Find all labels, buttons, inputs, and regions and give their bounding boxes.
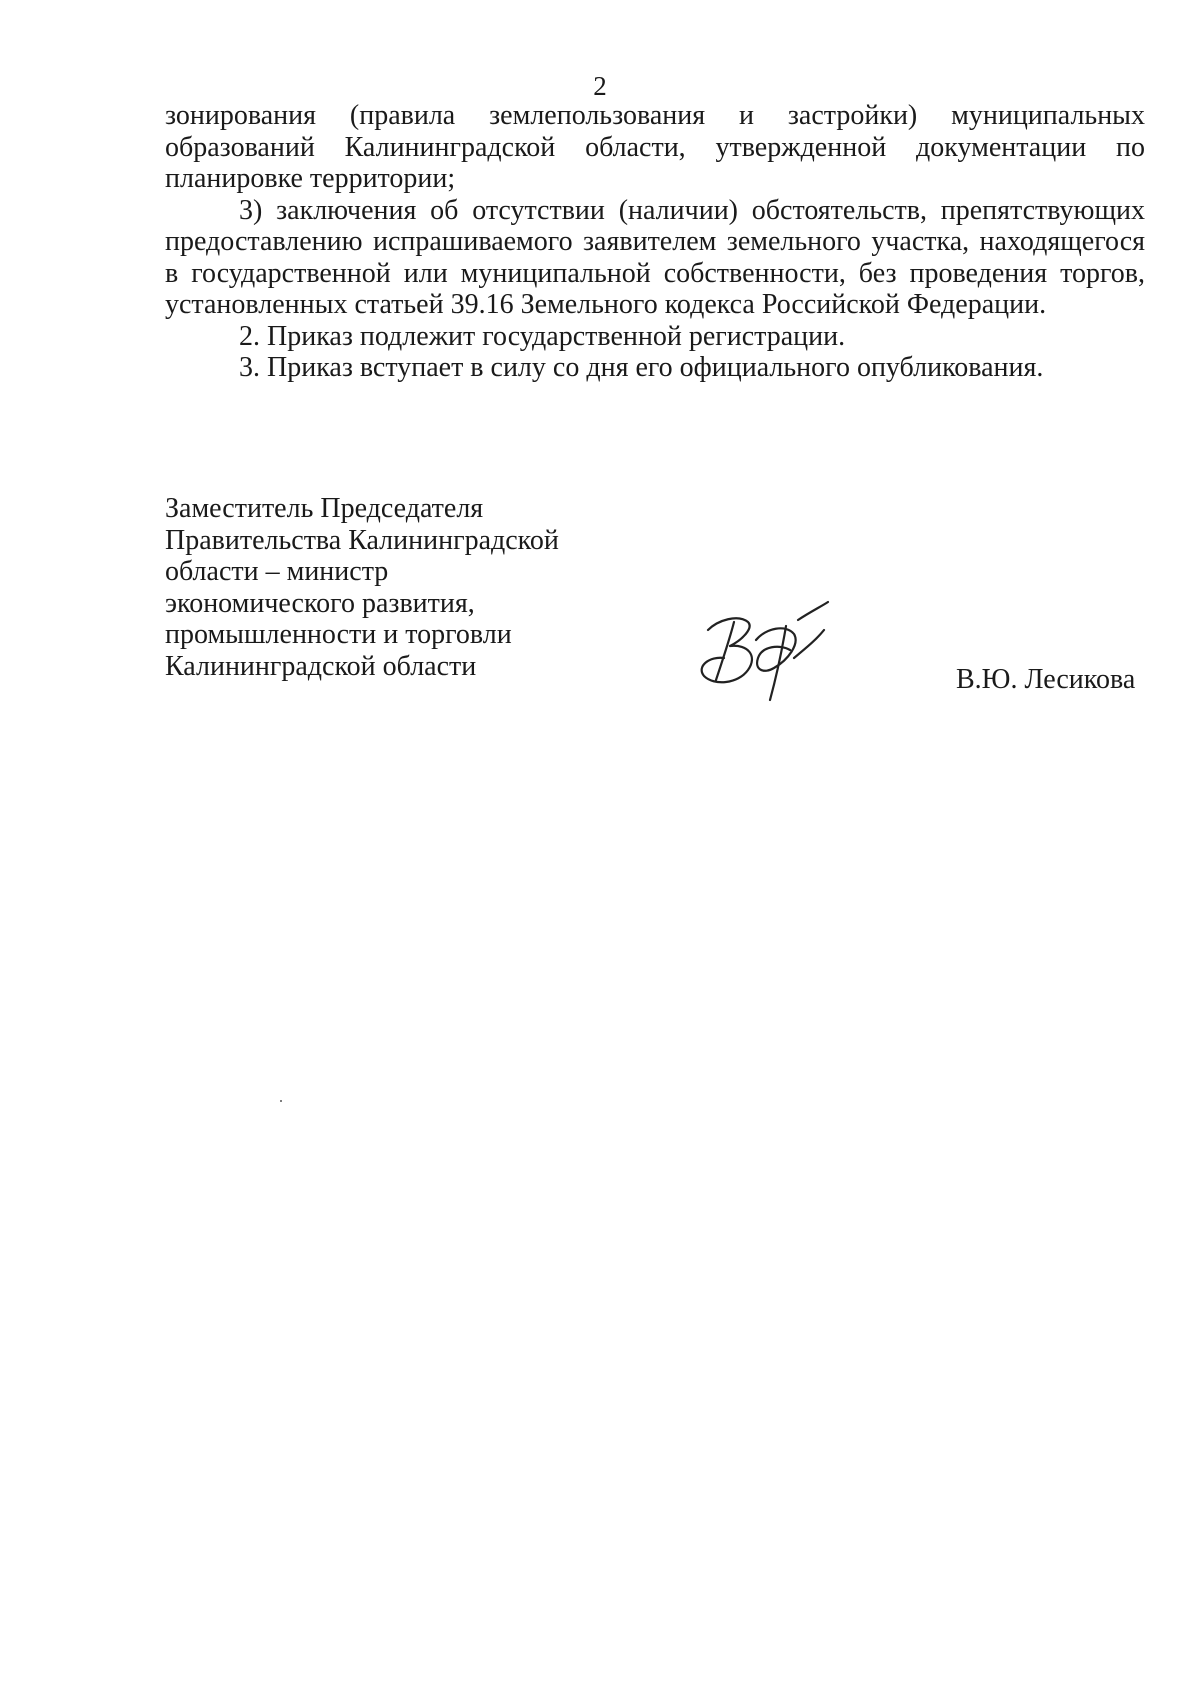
paragraph-entry-into-force: 3. Приказ вступает в силу со дня его официального опубликования. bbox=[239, 352, 1044, 383]
signatory-position-line: Калининградской области bbox=[165, 650, 477, 682]
signatory-position-line: Заместитель Председателя bbox=[165, 493, 484, 524]
signatory-position bbox=[165, 493, 605, 682]
signatory-position-line: области – министр bbox=[165, 556, 389, 587]
page-number: 2 bbox=[593, 71, 607, 101]
signer-name: В.Ю. Лесикова bbox=[956, 664, 1136, 695]
scan-speck bbox=[280, 1100, 282, 1102]
signatory-position-line: промышленности и торговли bbox=[165, 619, 512, 650]
paragraph-zoning-continuation: зонирования (правила землепользования и застройки) муниципальных образований Калининградской области, утвержденной документации по планировке территории; bbox=[165, 100, 1145, 194]
signatory-position-line: Правительства Калининградской bbox=[165, 524, 559, 556]
signatory-position-line: экономического развития, bbox=[165, 587, 475, 619]
handwritten-signature bbox=[690, 600, 840, 710]
paragraph-item-3-conclusion: 3) заключения об отсутствии (наличии) обстоятельств, препятствующих предоставлению испрашиваемого заявителем земельного участка, находящегося в государственной или муниципальной собственности, без проведения торгов, установленных статьей 39.16 Земельного кодекса Российской Федерации. bbox=[165, 194, 1145, 320]
document-body bbox=[165, 100, 1145, 384]
paragraph-state-registration: 2. Приказ подлежит государственной регистрации. bbox=[239, 320, 846, 352]
